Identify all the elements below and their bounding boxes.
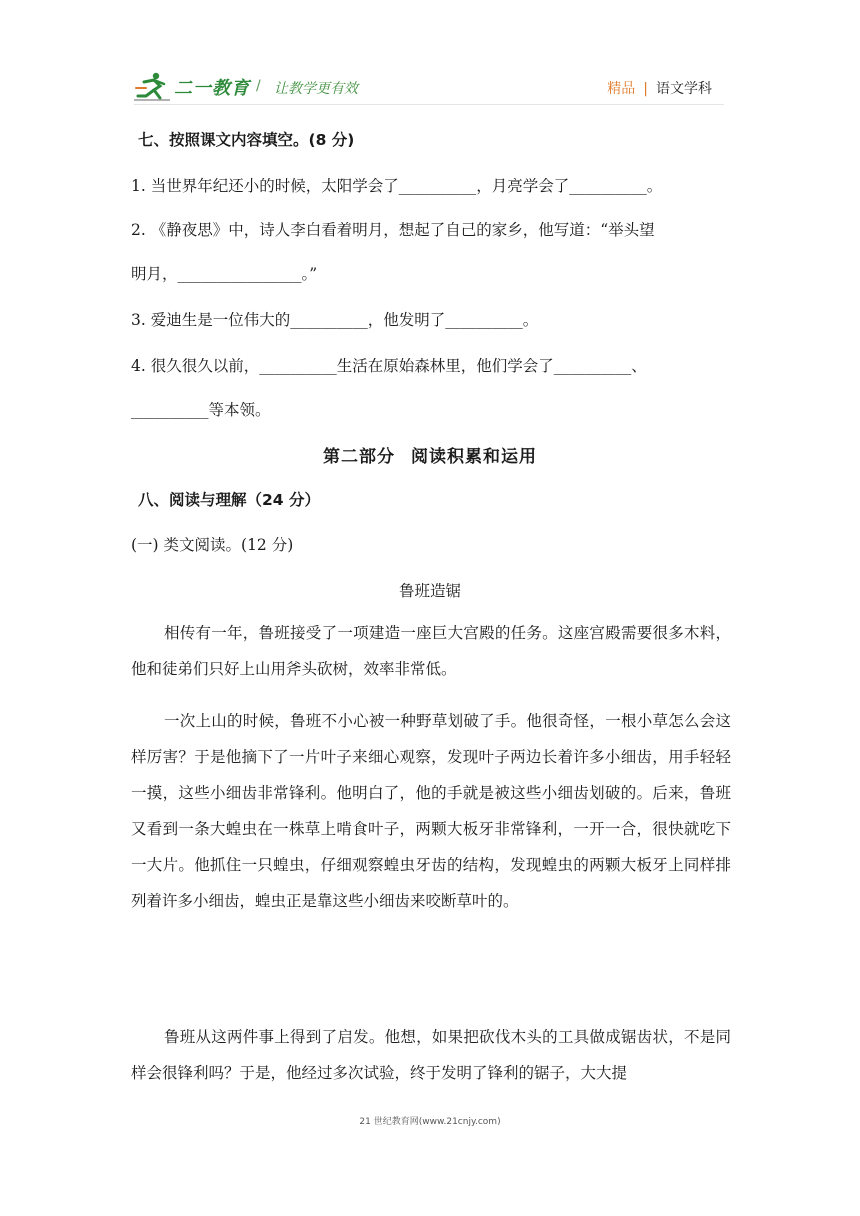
part2-title-a: 第二部分 xyxy=(323,447,395,467)
section8-heading: 八、阅读与理解（24 分） xyxy=(138,491,320,509)
part2-title-b: 阅读积累和运用 xyxy=(411,447,537,467)
section8-subheading: (一) 类文阅读。(12 分) xyxy=(131,536,294,554)
story-paragraph-2: 一次上山的时候，鲁班不小心被一种野草划破了手。他很奇怪，一根小草怎么会这样厉害？于是他摘下了一片叶子来细心观察，发现叶子两边长着许多小细齿，用手轻轻一摸，这些小细齿非常锋利。他明白了，他的手就是被这些小细齿划破的。后来，鲁班又看到一条大蝗虫在一株草上啃食叶子，两颗大板牙非常锋利，一开一合，很快就吃下一大片。他抓住一只蝗虫，仔细观察蝗虫牙齿的结构，发现蝗虫的两颗大板牙上同样排列着许多小细齿，蝗虫正是靠这些小细齿来咬断草叶的。 xyxy=(131,712,731,910)
header-divider-line xyxy=(134,104,724,105)
part2-title xyxy=(0,442,860,467)
question-2-line-1: 2. 《静夜思》中，诗人李白看着明月，想起了自己的家乡，他写道：“举头望 xyxy=(131,221,655,239)
page-footer: 21 世纪教育网(www.21cnjy.com) xyxy=(359,1117,501,1127)
section7-heading: 七、按照课文内容填空。(8 分) xyxy=(138,131,355,149)
slogan: 让教学更有效 xyxy=(274,81,358,97)
subject-label: 语文学科 xyxy=(656,81,712,97)
story-title: 鲁班造锯 xyxy=(398,582,461,600)
slogan-separator: / xyxy=(256,78,261,94)
brand-name: 二一教育 xyxy=(174,78,250,99)
story-paragraph-3: 鲁班从这两件事上得到了启发。他想，如果把砍伐木头的工具做成锯齿状，不是同样会很锋利吗？于是，他经过多次试验，终于发明了锋利的锯子，大大提 xyxy=(131,1028,731,1082)
question-2-line-2: 明月，________________。” xyxy=(131,265,318,283)
page-header xyxy=(134,66,724,106)
question-4-line-2: __________等本领。 xyxy=(131,401,271,419)
question-1: 1. 当世界年纪还小的时候，太阳学会了__________，月亮学会了__________。 xyxy=(131,177,663,195)
question-4-line-1: 4. 很久很久以前，__________生活在原始森林里，他们学会了__________、 xyxy=(131,357,647,375)
quality-label: 精品 xyxy=(607,81,636,97)
story-paragraph-1: 相传有一年，鲁班接受了一项建造一座巨大宫殿的任务。这座宫殿需要很多木料，他和徒弟们只好上山用斧头砍树，效率非常低。 xyxy=(131,624,731,678)
header-right xyxy=(607,78,712,98)
header-divider: | xyxy=(643,81,648,97)
question-3: 3. 爱迪生是一位伟大的__________，他发明了__________。 xyxy=(131,311,539,329)
